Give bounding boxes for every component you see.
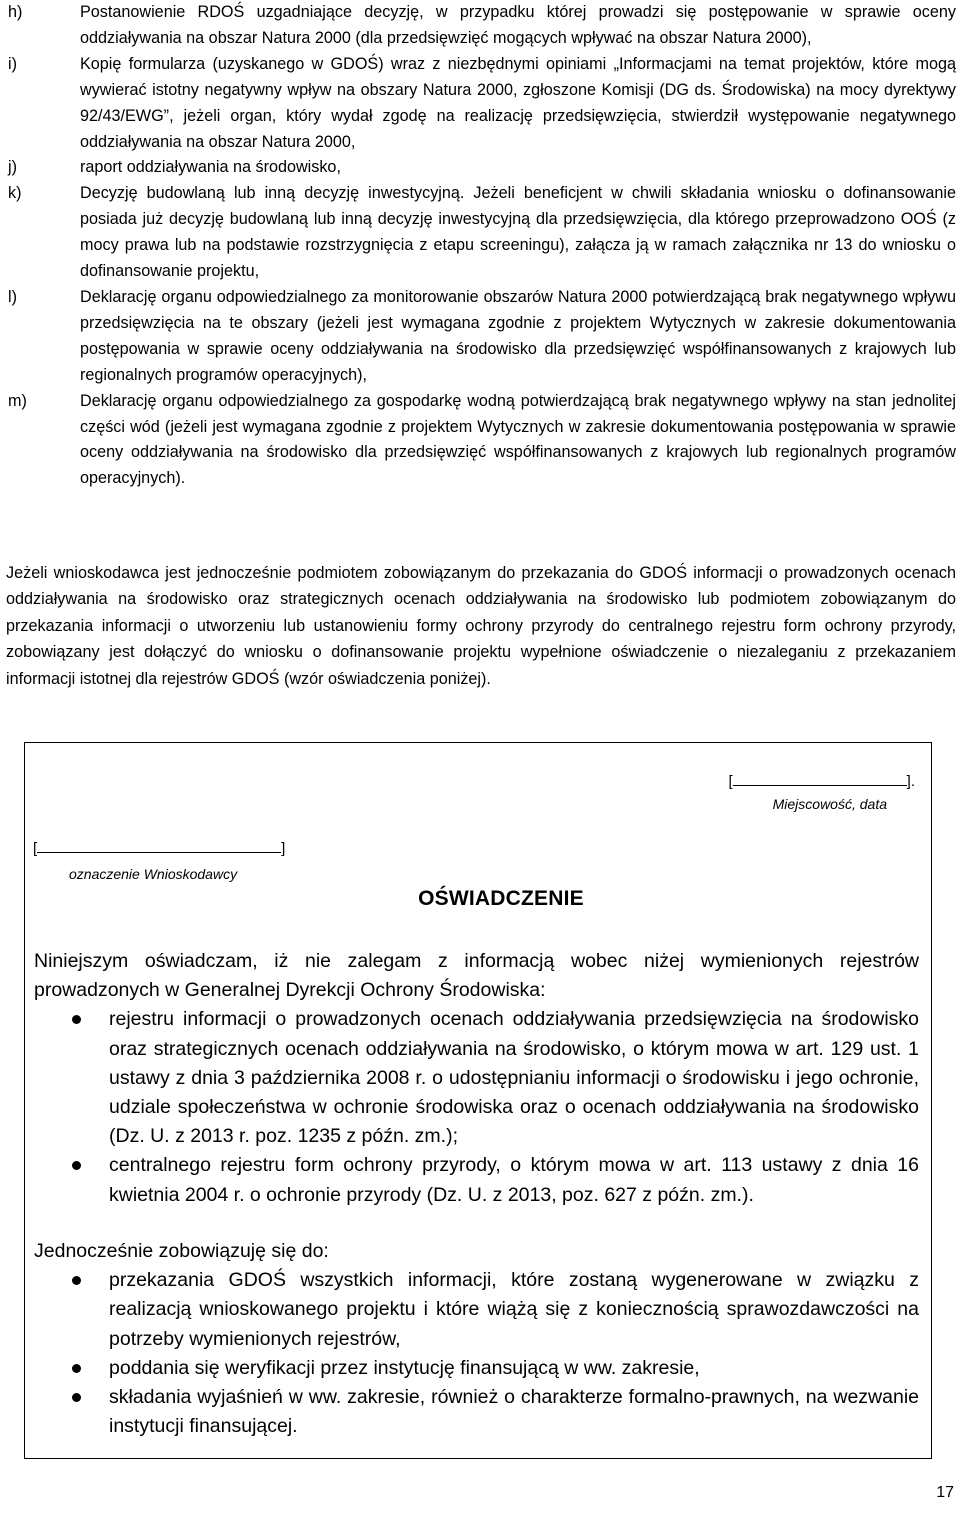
applicant-caption: oznaczenie Wnioskodawcy	[69, 866, 238, 882]
list-item-letter: i)	[8, 54, 17, 73]
list-item-letter: j)	[8, 158, 17, 177]
bullet-icon	[72, 1276, 81, 1285]
list-item-letter: m)	[8, 391, 27, 410]
bracket-close: ].	[906, 773, 915, 790]
list-item-text: raport oddziaływania na środowisko,	[80, 158, 341, 177]
bullet-icon	[72, 1393, 81, 1402]
bracket-close: ]	[281, 840, 286, 857]
commitments-list	[34, 1266, 919, 1441]
list-item	[8, 285, 956, 389]
list-item	[8, 155, 956, 181]
applicant-blank[interactable]	[37, 852, 281, 853]
bracket-open: [	[33, 840, 38, 857]
statement-form-box	[24, 742, 932, 1459]
list-item-text: Decyzję budowlaną lub inną decyzję inwestycyjną. Jeżeli beneficjent w chwili składania wniosku o dofinansowanie posiada już decyzję budowlaną lub inną decyzję inwestycyjną dla przedsięwzięcia, dla którego przeprowadzono OOŚ (z mocy prawa lub na podstawie rozstrzygnięcia z etapu screeningu), załącza ją w ramach załącznika nr 13 do wniosku o dofinansowanie projektu,	[80, 184, 956, 281]
enumerated-list	[8, 0, 956, 492]
list-item	[8, 0, 956, 52]
bullet-icon	[72, 1161, 81, 1170]
list-item-text: Kopię formularza (uzyskanego w GDOŚ) wraz z niezbędnymi opiniami „Informacjami na temat projektów, które mogą wywierać istotny negatywny wpływ na obszary Natura 2000, zgłoszone Komisji (DG ds. Środowiska) na mocy dyrektywy 92/43/EWG”, jeżeli organ, który wydał zgodę na realizację przedsięwzięcia, stwierdził występowanie negatywnego oddziaływania na obszar Natura 2000,	[80, 54, 956, 151]
place-date-blank[interactable]	[733, 785, 907, 786]
list-item	[34, 1005, 919, 1151]
list-item-text: centralnego rejestru form ochrony przyrody, o którym mowa w art. 113 ustawy z dnia 16 kwietnia 2004 r. o ochronie przyrody (Dz. U. z 2013, poz. 627 z późn. zm.).	[109, 1154, 919, 1206]
registers-list	[34, 1005, 919, 1209]
list-item-text: Deklarację organu odpowiedzialnego za monitorowanie obszarów Natura 2000 potwierdzającą brak negatywnego wpływu przedsięwzięcia na te obszary (jeżeli jest wymagana zgodnie z projektem Wytycznych w zakresie dokumentowania postępowania w sprawie oceny oddziaływania na środowisko dla przedsięwzięć współfinansowanych z krajowych lub regionalnych programów operacyjnych),	[80, 287, 956, 384]
statement-title: OŚWIADCZENIE	[418, 887, 584, 910]
statement-registers-section	[34, 947, 919, 1210]
applicant-obligation-paragraph: Jeżeli wnioskodawca jest jednocześnie podmiotem zobowiązanym do przekazania do GDOŚ informacji o prowadzonych ocenach oddziaływania na środowisko oraz strategicznych ocenach oddziaływania na środowisko lub podmiotem zobowiązanym do przekazania informacji o utworzeniu lub ustanowieniu formy ochrony przyrody do centralnego rejestru form ochrony przyrody, zobowiązany jest dołączyć do wniosku o dofinansowanie projektu wypełnione oświadczenie o niezaleganiu z przekazaniem informacji istotnej dla rejestrów GDOŚ (wzór oświadczenia poniżej).	[6, 564, 956, 688]
list-item	[8, 389, 956, 493]
bracket-open: [	[728, 773, 733, 790]
list-item-text: Postanowienie RDOŚ uzgadniające decyzję, w przypadku której prowadzi się postępowanie w sprawie oceny oddziaływania na obszar Natura 2000 (dla przedsięwzięć mogących wpływać na obszar Natura 2000),	[80, 3, 956, 47]
statement-intro: Niniejszym oświadczam, iż nie zalegam z informacją wobec niżej wymienionych rejestrów prowadzonych w Generalnej Dyrekcji Ochrony Środowiska:	[34, 950, 919, 1002]
statement-commitments-section	[34, 1237, 919, 1441]
bullet-icon	[72, 1015, 81, 1024]
list-item	[34, 1383, 919, 1441]
list-item-text: składania wyjaśnień w ww. zakresie, również o charakterze formalno-prawnych, na wezwanie instytucji finansującej.	[109, 1386, 919, 1438]
list-item-letter: k)	[8, 184, 22, 203]
list-item-text: rejestru informacji o prowadzonych ocenach oddziaływania przedsięwzięcia na środowisko oraz strategicznych ocenach oddziaływania na środowisko, o którym mowa w art. 129 ust. 1 ustawy z dnia 3 października 2008 r. o udostępnianiu informacji o środowisku i jego ochronie, udziale społeczeństwa w ochronie środowiska oraz o ocenach oddziaływania na środowisko (Dz. U. z 2013 r. poz. 1235 z późn. zm.);	[109, 1008, 919, 1148]
bullet-icon	[72, 1364, 81, 1373]
commitment-intro: Jednocześnie zobowiązuję się do:	[34, 1240, 329, 1262]
list-item-letter: h)	[8, 3, 23, 21]
list-item	[8, 52, 956, 156]
list-item	[34, 1151, 919, 1209]
place-date-caption: Miejscowość, data	[772, 796, 887, 812]
list-item	[8, 181, 956, 285]
place-date-field	[695, 773, 915, 812]
list-item-text: poddania się weryfikacji przez instytucję finansującą w ww. zakresie,	[109, 1356, 700, 1379]
list-item-letter: l)	[8, 287, 17, 306]
list-item-text: przekazania GDOŚ wszystkich informacji, które zostaną wygenerowane w związku z realizacją wnioskowanego projektu i które wiążą się z koniecznością sprawozdawczości na potrzeby wymienionych rejestrów,	[109, 1269, 919, 1350]
list-item	[34, 1266, 919, 1354]
list-item	[34, 1354, 919, 1383]
page-number: 17	[936, 1484, 954, 1501]
list-item-text: Deklarację organu odpowiedzialnego za gospodarkę wodną potwierdzającą brak negatywnego wpływy na stan jednolitej części wód (jeżeli jest wymagana zgodnie z projektem Wytycznych w zakresie dokumentowania postępowania w sprawie oceny oddziaływania na środowisko dla przedsięwzięć współfinansowanych z krajowych lub regionalnych programów operacyjnych).	[80, 391, 956, 488]
applicant-field	[33, 840, 313, 882]
